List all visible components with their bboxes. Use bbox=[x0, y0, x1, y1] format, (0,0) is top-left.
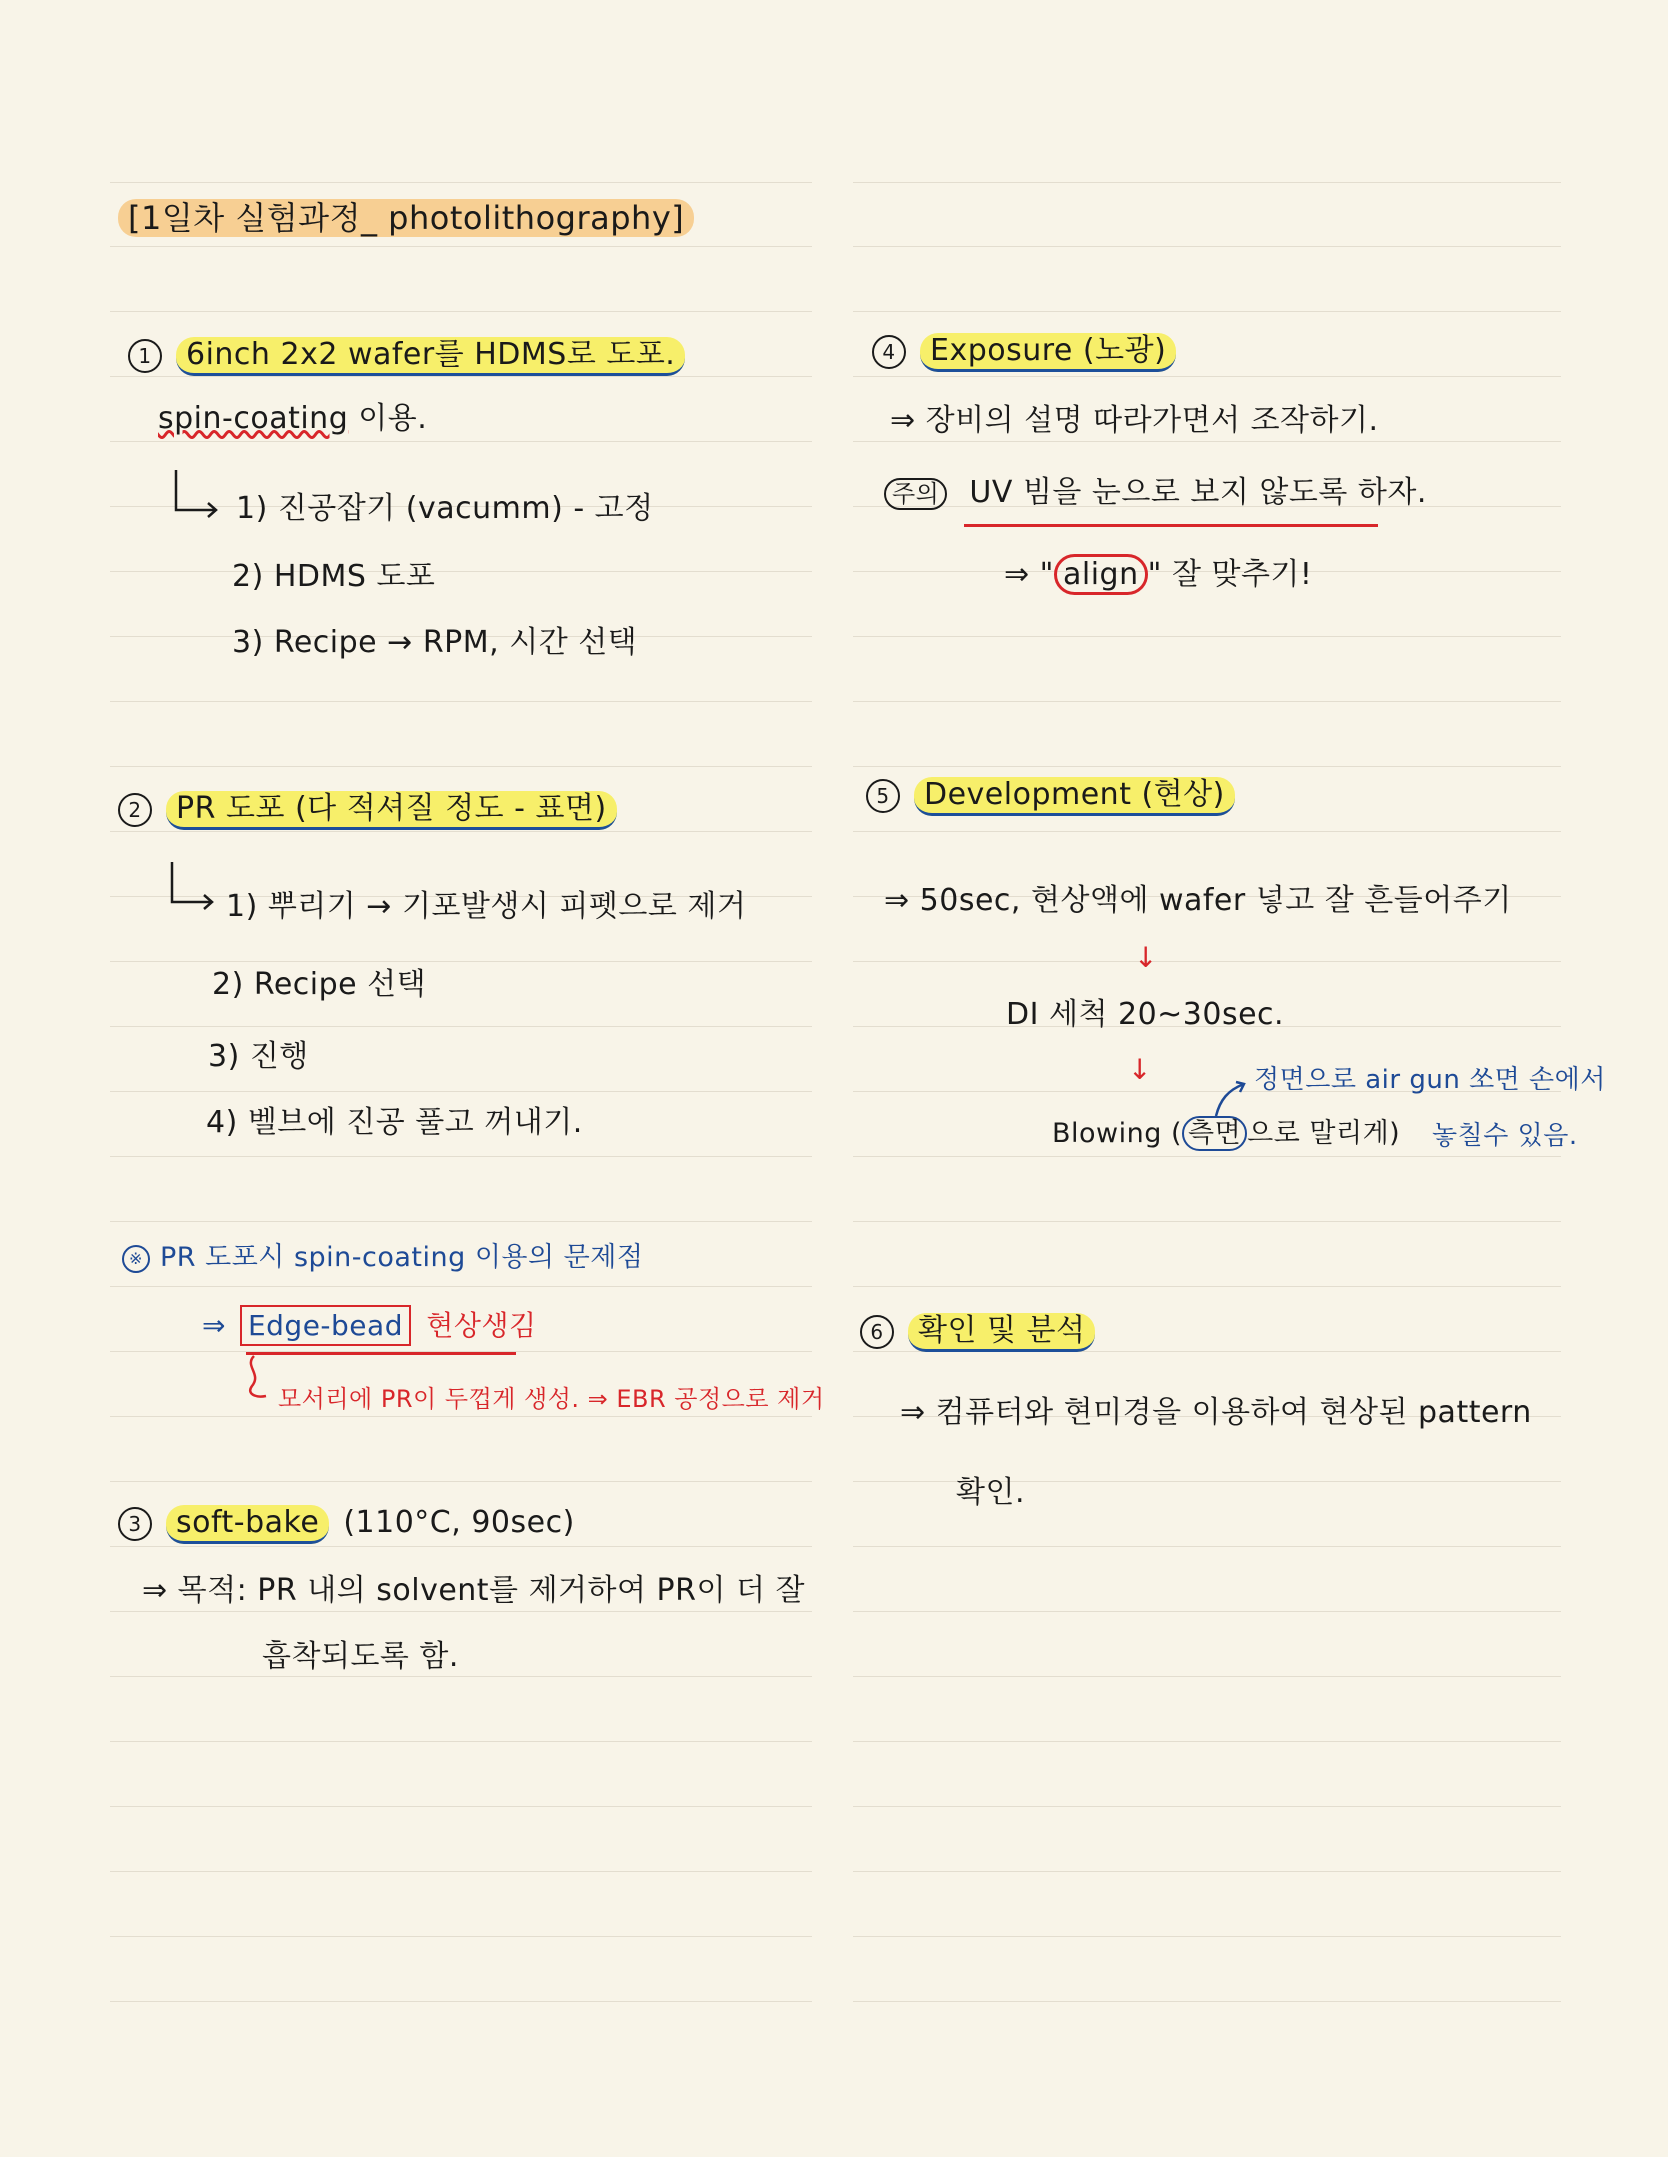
rule-line bbox=[853, 1871, 1561, 1872]
rule-line bbox=[853, 1286, 1561, 1287]
step-number-icon: 1 bbox=[128, 339, 162, 373]
rule-line bbox=[110, 831, 812, 832]
step6-line-1: ⇒ 컴퓨터와 현미경을 이용하여 현상된 pattern bbox=[900, 1395, 1532, 1430]
rule-line bbox=[110, 246, 812, 247]
step6-heading: 확인 및 분석 bbox=[908, 1313, 1095, 1352]
step1-method: spin-coating bbox=[158, 401, 349, 436]
step4-align-row bbox=[1004, 558, 1312, 593]
step3-params: (110°C, 90sec) bbox=[343, 1505, 575, 1540]
rule-line bbox=[110, 1221, 812, 1222]
rule-line bbox=[110, 1871, 812, 1872]
step6-heading-row bbox=[860, 1314, 1095, 1349]
rule-line bbox=[853, 311, 1561, 312]
rule-line bbox=[853, 246, 1561, 247]
note-text: PR 도포시 spin-coating 이용의 문제점 bbox=[160, 1242, 644, 1273]
step2-item-4: 4) 벨브에 진공 풀고 꺼내기. bbox=[206, 1105, 583, 1140]
step2-heading: PR 도포 (다 적셔질 정도 - 표면) bbox=[166, 791, 617, 830]
step1-method-row bbox=[158, 402, 427, 437]
rule-line bbox=[110, 1026, 812, 1027]
branch-arrow-icon bbox=[172, 470, 222, 520]
rule-line bbox=[853, 441, 1561, 442]
step2-item-1: 1) 뿌리기 → 기포발생시 피펫으로 제거 bbox=[226, 889, 747, 924]
rule-line bbox=[110, 311, 812, 312]
note-detail: 모서리에 PR이 두껍게 생성. ⇒ EBR 공정으로 제거 bbox=[278, 1385, 825, 1413]
rule-line bbox=[110, 1936, 812, 1937]
rule-line bbox=[853, 701, 1561, 702]
rule-line bbox=[110, 376, 812, 377]
step1-heading: 6inch 2x2 wafer를 HDMS로 도포. bbox=[176, 337, 685, 376]
rule-line bbox=[110, 1481, 812, 1482]
rule-line bbox=[853, 831, 1561, 832]
step5-line-3 bbox=[1052, 1118, 1400, 1149]
page-title bbox=[118, 200, 694, 237]
step-number-icon: 4 bbox=[872, 335, 906, 369]
rule-line bbox=[853, 961, 1561, 962]
rule-line bbox=[853, 1676, 1561, 1677]
rule-line bbox=[110, 571, 812, 572]
rule-line bbox=[110, 441, 812, 442]
branch-arrow-icon bbox=[168, 862, 218, 912]
step1-item-3: 3) Recipe → RPM, 시간 선택 bbox=[232, 625, 638, 660]
rule-line bbox=[853, 1611, 1561, 1612]
edge-bead-suffix: 현상생김 bbox=[426, 1309, 537, 1342]
step1-item-2: 2) HDMS 도포 bbox=[232, 559, 436, 594]
step4-line-1: ⇒ 장비의 설명 따라가면서 조작하기. bbox=[890, 403, 1379, 438]
rule-line bbox=[110, 961, 812, 962]
rule-line bbox=[853, 636, 1561, 637]
down-arrow-icon: ↓ bbox=[1128, 1053, 1152, 1086]
step5-heading-row bbox=[866, 778, 1235, 813]
step2-item-2: 2) Recipe 선택 bbox=[212, 967, 427, 1002]
rule-line bbox=[110, 2001, 812, 2002]
rule-line bbox=[110, 1741, 812, 1742]
rule-line bbox=[853, 2001, 1561, 2002]
step4-heading: Exposure (노광) bbox=[920, 333, 1176, 372]
step2-item-3: 3) 진행 bbox=[208, 1039, 309, 1074]
note-edge-row bbox=[202, 1310, 537, 1342]
rule-line bbox=[110, 766, 812, 767]
rule-line bbox=[110, 1611, 812, 1612]
step-number-icon: 6 bbox=[860, 1315, 894, 1349]
red-underline bbox=[246, 1352, 516, 1355]
step6-line-2: 확인. bbox=[956, 1475, 1025, 1510]
rule-line bbox=[110, 701, 812, 702]
step4-heading-row bbox=[872, 334, 1176, 369]
rule-line bbox=[853, 766, 1561, 767]
rule-line bbox=[853, 376, 1561, 377]
left-column bbox=[110, 0, 812, 2157]
step-number-icon: 2 bbox=[118, 793, 152, 827]
step4-caution-row bbox=[884, 476, 1427, 511]
step3-line-2: 흡착되도록 함. bbox=[262, 1639, 459, 1674]
rule-line bbox=[110, 1156, 812, 1157]
rule-line bbox=[110, 1286, 812, 1287]
align-prefix: ⇒ " bbox=[1004, 557, 1054, 592]
rule-line bbox=[110, 1091, 812, 1092]
side-note-1: 정면으로 air gun 쏘면 손에서 bbox=[1254, 1065, 1606, 1095]
rule-line bbox=[110, 1546, 812, 1547]
step3-heading-row bbox=[118, 1506, 575, 1541]
step2-heading-row bbox=[118, 792, 617, 827]
title-text: [1일차 실험과정_ photolithography] bbox=[118, 199, 694, 237]
side-circled-word: 측면 bbox=[1182, 1116, 1247, 1151]
step3-heading: soft-bake bbox=[166, 1505, 329, 1544]
note-row bbox=[122, 1242, 643, 1273]
rule-line bbox=[110, 1676, 812, 1677]
rule-line bbox=[853, 1741, 1561, 1742]
rule-line bbox=[853, 1221, 1561, 1222]
blue-curve-arrow-icon bbox=[1210, 1080, 1250, 1120]
step5-line-1: ⇒ 50sec, 현상액에 wafer 넣고 잘 흔들어주기 bbox=[884, 883, 1512, 918]
rule-line bbox=[853, 1806, 1561, 1807]
side-note-2: 놓칠수 있음. bbox=[1432, 1121, 1578, 1151]
step-number-icon: 3 bbox=[118, 1507, 152, 1541]
caution-label: 주의 bbox=[884, 478, 947, 510]
rule-line bbox=[853, 182, 1561, 183]
step3-line-1: ⇒ 목적: PR 내의 solvent를 제거하여 PR이 더 잘 bbox=[142, 1573, 805, 1608]
step-number-icon: 5 bbox=[866, 779, 900, 813]
rule-line bbox=[853, 1936, 1561, 1937]
step1-item-1: 1) 진공잡기 (vacumm) - 고정 bbox=[236, 491, 654, 526]
edge-bead-label: Edge-bead bbox=[240, 1305, 411, 1346]
align-suffix: " 잘 맞추기! bbox=[1147, 557, 1313, 592]
step5-line-2: DI 세척 20~30sec. bbox=[1006, 997, 1285, 1032]
note-marker-icon: ※ bbox=[122, 1245, 150, 1273]
caution-text: UV 빔을 눈으로 보지 않도록 하자. bbox=[969, 475, 1427, 510]
step5-heading: Development (현상) bbox=[914, 777, 1235, 816]
blowing-suffix: 으로 말리게) bbox=[1247, 1118, 1401, 1149]
arrow-icon: ⇒ bbox=[202, 1309, 226, 1342]
down-arrow-icon: ↓ bbox=[1134, 941, 1158, 974]
red-underline bbox=[964, 524, 1378, 527]
rule-line bbox=[110, 182, 812, 183]
step1-method-suffix: 이용. bbox=[358, 401, 428, 436]
rule-line bbox=[110, 1416, 812, 1417]
step1-heading-row bbox=[128, 338, 685, 373]
rule-line bbox=[110, 1806, 812, 1807]
rule-line bbox=[853, 1156, 1561, 1157]
align-word: align bbox=[1054, 554, 1148, 595]
blowing-prefix: Blowing ( bbox=[1052, 1118, 1182, 1149]
rule-line bbox=[853, 1546, 1561, 1547]
red-curve-arrow-icon bbox=[244, 1356, 274, 1406]
